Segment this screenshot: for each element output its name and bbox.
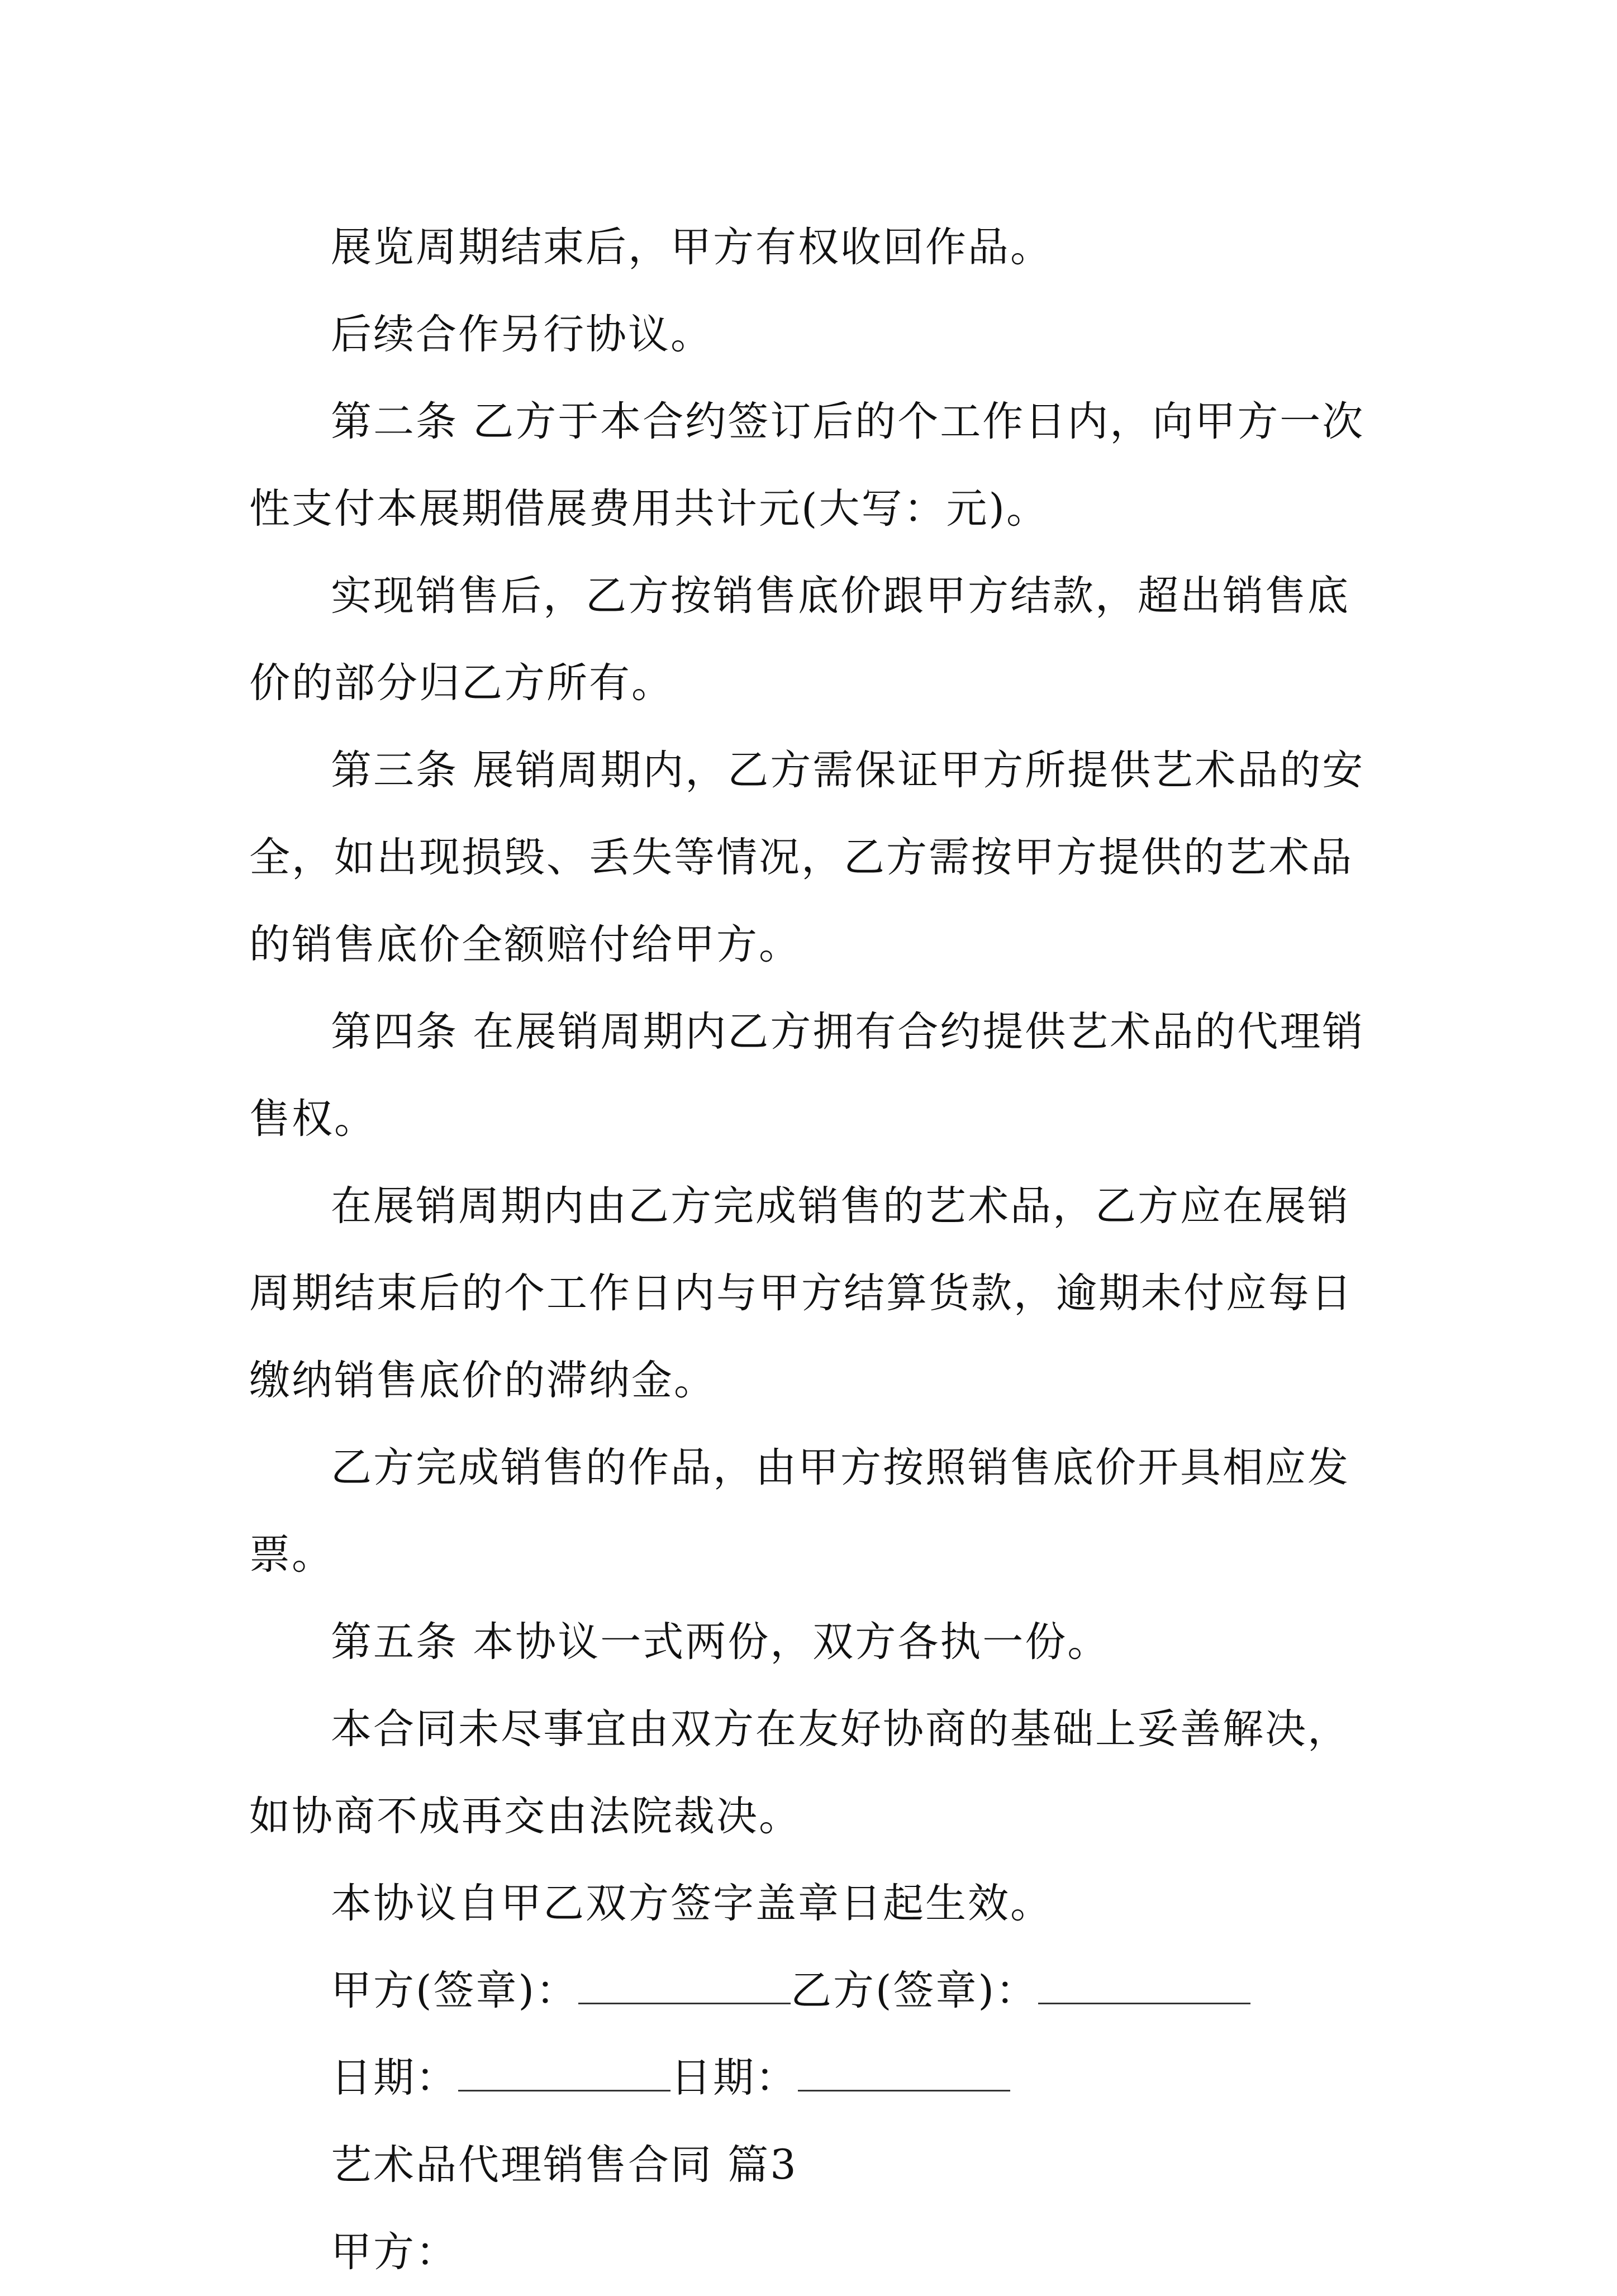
paragraph-effective: 本协议自甲乙双方签字盖章日起生效。 <box>331 1880 1053 1927</box>
paragraph-exhibition-end: 展览周期结束后，甲方有权收回作品。 <box>331 224 1053 271</box>
paragraph-follow-up: 后续合作另行协议。 <box>331 311 713 358</box>
date-a-blank <box>458 2051 670 2091</box>
date-b-label: 日期： <box>670 2054 798 2102</box>
party-a-signature-label: 甲方(签章)： <box>331 1967 578 2014</box>
article-five: 第五条 本协议一式两份，双方各执一份。 <box>331 1618 1110 1666</box>
paragraph-invoice: 乙方完成销售的作品，由甲方按照销售底价开具相应发票。 <box>249 1444 1350 1579</box>
article-four: 第四条 在展销周期内乙方拥有合约提供艺术品的代理销售权。 <box>249 1008 1365 1143</box>
date-line <box>249 2034 1389 2122</box>
party-b-signature-blank <box>1038 1964 1250 2004</box>
article-two: 第二条 乙方于本合约签订后的个工作日内，向甲方一次性支付本展期借展费用共计元(大写：元)。 <box>249 398 1365 533</box>
signature-line <box>249 1947 1389 2034</box>
party-b-signature-label: 乙方(签章)： <box>790 1967 1038 2014</box>
article-three: 第三条 展销周期内，乙方需保证甲方所提供艺术品的安全，如出现损毁、丢失等情况，乙方需按甲方提供的艺术品的销售底价全额赔付给甲方。 <box>249 747 1365 968</box>
paragraph-settlement: 实现销售后，乙方按销售底价跟甲方结款，超出销售底价的部分归乙方所有。 <box>249 572 1350 707</box>
paragraph-dispute: 本合同未尽事宜由双方在友好协商的基础上妥善解决，如协商不成再交由法院裁决。 <box>249 1705 1350 1840</box>
date-b-blank <box>798 2051 1010 2091</box>
paragraph-payment-terms: 在展销周期内由乙方完成销售的艺术品，乙方应在展销周期结束后的个工作日内与甲方结算货款，逾期未付应每日缴纳销售底价的滞纳金。 <box>249 1182 1353 1404</box>
date-a-label: 日期： <box>331 2054 458 2102</box>
contract-body <box>249 204 1389 2296</box>
section-title: 艺术品代理销售合同 篇3 <box>331 2141 798 2189</box>
party-a-signature-blank <box>578 1964 791 2004</box>
party-a-label: 甲方： <box>331 2228 458 2276</box>
